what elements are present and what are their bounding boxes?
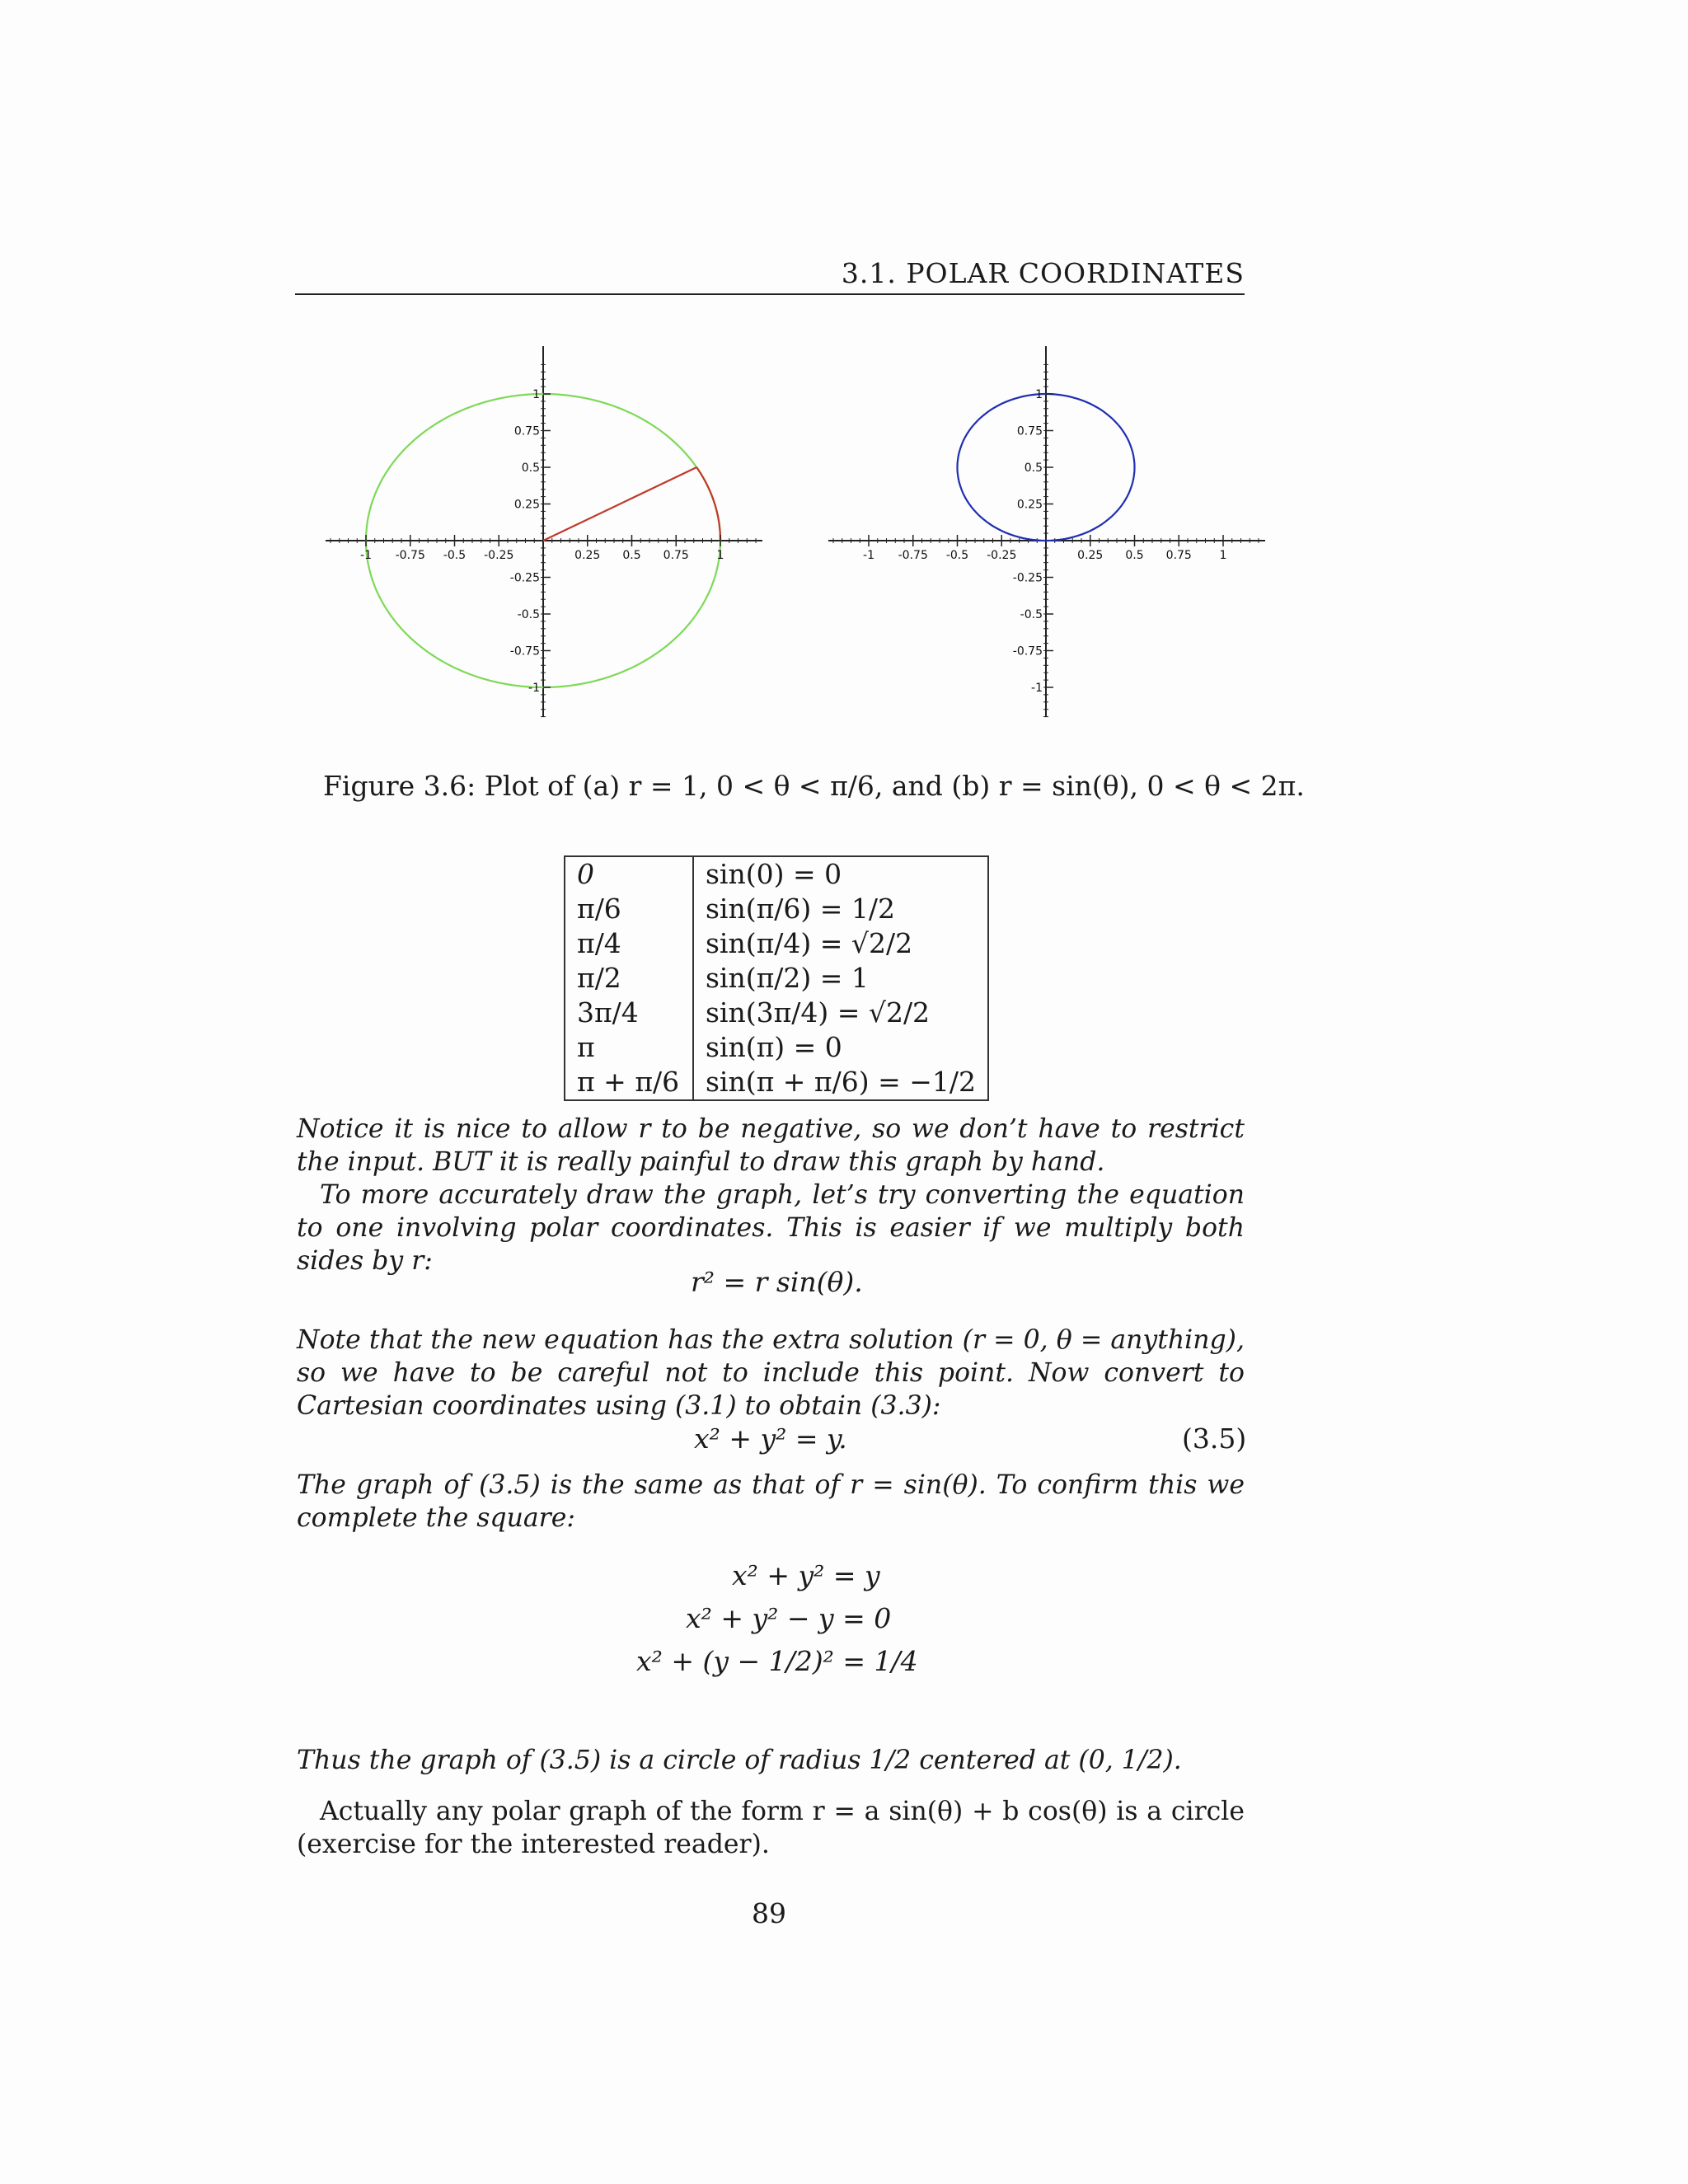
x-tick-label: -1 [360,549,372,562]
y-tick-label: 0.75 [513,424,540,438]
theta-cell: π/6 [565,892,693,926]
sine-value-cell: sin(3π/4) = √2/2 [706,996,931,1029]
x-tick-label: 0.25 [1077,549,1104,562]
y-tick-label: -0.5 [1020,608,1043,621]
sine-value-cell: sin(π/2) = 1 [706,962,869,994]
y-tick-label: 0.25 [513,498,540,512]
x-tick-label: -0.25 [987,549,1017,562]
table-row [565,1030,988,1065]
y-tick-label: 0.25 [1016,498,1043,512]
x-tick-label: 0.75 [1165,549,1192,562]
y-tick-label: -0.75 [1012,644,1043,658]
theta-cell: π/2 [565,961,693,996]
running-header-title: 3.1. POLAR COORDINATES [841,257,1245,289]
x-tick-label: -0.5 [945,549,969,562]
plot-b [828,346,1265,725]
y-tick-label: 0.75 [1016,424,1043,438]
arc-curve [696,467,720,541]
y-tick-label: -0.25 [509,571,540,585]
table-row [565,961,988,996]
x-tick-label: 0.5 [622,549,641,562]
x-tick-label: 0.25 [574,549,601,562]
y-tick-label: -1 [528,682,540,695]
y-tick-label: -1 [1031,682,1043,695]
paragraph-4: The graph of (3.5) is the same as that of r = sin(θ). To confirm this we complete the square: [297,1470,1245,1533]
y-tick-label: 0.5 [1024,462,1043,475]
plot-a [326,346,762,725]
x-tick-label: -0.75 [898,549,928,562]
y-tick-label: 0.5 [521,462,540,475]
equation-step-2: x² + y² − y = 0 [686,1602,892,1634]
y-tick-label: 1 [1035,388,1043,401]
table-row [565,996,988,1030]
theta-cell: π [565,1030,693,1065]
theta-cell: π + π/6 [565,1065,693,1100]
x-tick-label: -1 [863,549,874,562]
sine-value-cell: sin(0) = 0 [706,858,842,890]
x-tick-label: 0.75 [663,549,689,562]
x-tick-label: 1 [716,549,724,562]
running-header [295,254,1245,295]
theta-cell: 3π/4 [565,996,693,1030]
x-tick-label: 0.5 [1125,549,1144,562]
paragraph-5: Thus the graph of (3.5) is a circle of radius 1/2 centered at (0, 1/2). [297,1746,1182,1775]
paragraph-6: Actually any polar graph of the form r = a sin(θ) + b cos(θ) is a circle (exercise for the interested reader). [297,1797,1245,1859]
paragraph-3: Note that the new equation has the extra solution (r = 0, θ = anything), so we have to be careful not to include this point. Now convert to Cartesian coordinates using (3.1) to obtain (3.3): [297,1325,1245,1421]
x-tick-label: 1 [1219,549,1227,562]
paragraph-2: To more accurately draw the graph, let’s try converting the equation to one involving polar coordinates. This is easier if we multiply both sides by r: [297,1180,1245,1276]
sine-value-cell: sin(π/6) = 1/2 [706,893,896,925]
y-tick-label: -0.75 [509,644,540,658]
y-tick-label: -0.25 [1012,571,1043,585]
theta-cell: 0 [565,856,693,892]
sine-values-table [564,855,989,1101]
y-tick-label: 1 [532,388,540,401]
equation-r-squared: r² = r sin(θ). [691,1266,863,1298]
y-tick-label: -0.5 [517,608,540,621]
x-tick-label: -0.25 [484,549,514,562]
equation-3-5: x² + y² = y. [694,1422,847,1455]
theta-cell: π/4 [565,926,693,961]
sine-value-cell: sin(π) = 0 [706,1031,842,1063]
equation-step-3: x² + (y − 1/2)² = 1/4 [636,1645,918,1677]
x-tick-label: -0.75 [395,549,425,562]
table-row [565,892,988,926]
table-row [565,856,988,892]
sine-value-cell: sin(π + π/6) = −1/2 [706,1066,977,1098]
x-tick-label: -0.5 [443,549,467,562]
paragraph-1: Notice it is nice to allow r to be negative, so we don’t have to restrict the input. BUT it is really painful to draw this graph by hand. [297,1114,1245,1177]
equation-number: (3.5) [1182,1422,1247,1455]
radius-segment [543,467,696,541]
table-row [565,926,988,961]
equation-step-1: x² + y² = y [732,1559,880,1591]
figure-caption: Figure 3.6: Plot of (a) r = 1, 0 < θ < π/6, and (b) r = sin(θ), 0 < θ < 2π. [323,770,1305,802]
table-row [565,1065,988,1100]
page-number: 89 [752,1897,786,1929]
sine-value-cell: sin(π/4) = √2/2 [706,927,913,959]
